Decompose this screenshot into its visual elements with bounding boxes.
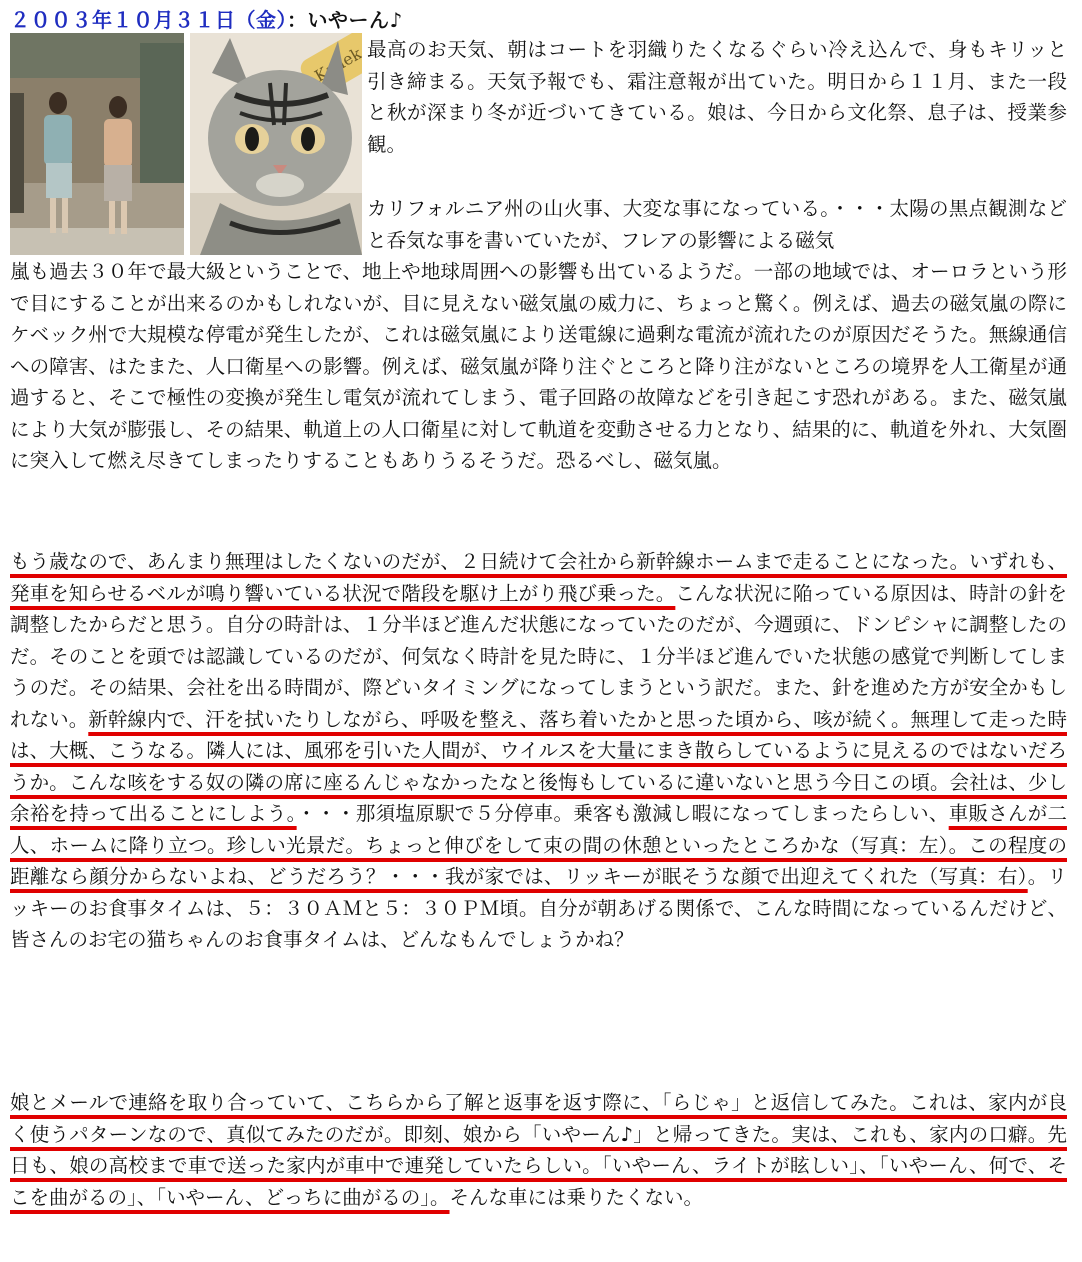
highlight-vendors: 車販さんが二人、ホームに降り立つ。珍しい光景だ。ちょっと伸びをして束の間の休憩といったところかな（写真：左）。この程度の距離なら顔分からないよね、どうだろう？・・・我が家では、リッキーが眠そうな顔で出迎えてくれた（写真：右）: [10, 802, 1067, 888]
text-ricky-mealtime: 。リッキーのお食事タイムは、５：３０ＡＭと５：３０ＰＭ頃。自分が朝あげる関係で、こんな時間になっているんだけど、皆さんのお宅の猫ちゃんのお食事タイムは、どんなもんでしょうかね？: [10, 865, 1067, 951]
photo-pair: [10, 33, 362, 257]
paragraph-commute: [10, 546, 1067, 956]
paragraph-weather: 最高のお天気、朝はコートを羽織りたくなるぐらい冷え込んで、身もキリッと引き締まる。天気予報でも、霜注意報が出ていた。明日から１１月、また一段と秋が深まり冬が近づいてきている。娘は、今日から文化祭、息子は、授業参観。: [367, 38, 1067, 156]
paragraph-magnetic-storm-intro: カリフォルニア州の山火事、大変な事になっている。・・・太陽の黒点観測などと呑気な事を書いていたが、フレアの影響による磁気: [367, 197, 1067, 252]
text-nasushiobara: ・・・那須塩原駅で５分停車。乗客も激減し暇になってしまったらしい、: [296, 802, 949, 825]
entry-heading: ：いやーん♪: [287, 8, 403, 32]
highlight-cough: 新幹線内で、汗を拭いたりしながら、呼吸を整え、落ち着いたかと思った頃から、咳が続く。無理して走った時は、大概、こうなる。隣人には、風邪を引いた人間が、ウイルスを大量にまき散らしているように見えるのではないだろうか。こんな咳をする奴の隣の席に座るんじゃなかったなと後悔もしているに違いないと思う今日この頃。会社は、少し余裕を持って出ることにしよう。: [10, 707, 1067, 825]
entry-title: [10, 4, 403, 33]
photo-left-vendors: [10, 33, 184, 255]
text-watch: こんな状況に陥っている原因は、時計の針を調整したからだと思う。自分の時計は、１分半ほど進んだ状態になっていたのだが、今週頭に、ドンピシャに調整したのだ。そのことを頭では認識しているのだが、何気なく時計を見た時に、１分半ほど進んでいた状態の感覚で判断してしまうのだ。その結果、会社を出る時間が、際どいタイミングになってしまうという訳だ。また、針を進めた方が安全かもしれない。: [10, 581, 1067, 731]
paragraph-iyan: [10, 1087, 1067, 1213]
highlight-iyan: 娘とメールで連絡を取り合っていて、こちらから了解と返事を返す際に、「らじゃ」と返信してみた。これは、家内が良く使うパターンなので、真似てみたのだが。即刻、娘から「いやーん♪」と帰ってきた。実は、これも、家内の口癖。先日も、娘の高校まで車で送った家内が車中で連発していたらしい。「いやーん、ライトが眩しい」、「いやーん、何で、そこを曲がるの」、「いやーん、どっちに曲がるの」。: [10, 1091, 1067, 1209]
highlight-running: もう歳なので、あんまり無理はしたくないのだが、２日続けて会社から新幹線ホームまで走ることになった。いずれも、発車を知らせるベルが鳴り響いている状況で階段を駆け上がり飛び乗った。: [10, 550, 1067, 605]
text-iyan-tail: そんな車には乗りたくない。: [449, 1185, 704, 1209]
entry-date: ２００３年１０月３１日（金）: [10, 8, 287, 32]
photo-right-cat: [190, 33, 362, 255]
paragraph-magnetic-storm: 嵐も過去３０年で最大級ということで、地上や地球周囲への影響も出ているようだ。一部の地域では、オーロラという形で目にすることが出来るのかもしれないが、目に見えない磁気嵐の威力に、ちょっと驚く。例えば、過去の磁気嵐の際にケベック州で大規模な停電が発生したが、これは磁気嵐により送電線に過剰な電流が流れたのが原因だそうた。無線通信への障害、はたまた、人口衛星への影響。例えば、磁気嵐が降り注ぐところと降り注がないところの境界を人工衛星が通過すると、そこで極性の変換が発生し電気が流れてしまう、電子回路の故障などを引き起こす恐れがある。また、磁気嵐により大気が膨張し、その結果、軌道上の人口衛星に対して軌道を変動させる力となり、結果的に、軌道を外れ、大気圏に突入して燃え尽きてしまったりすることもありうるそうだ。恐るべし、磁気嵐。: [10, 260, 1067, 472]
